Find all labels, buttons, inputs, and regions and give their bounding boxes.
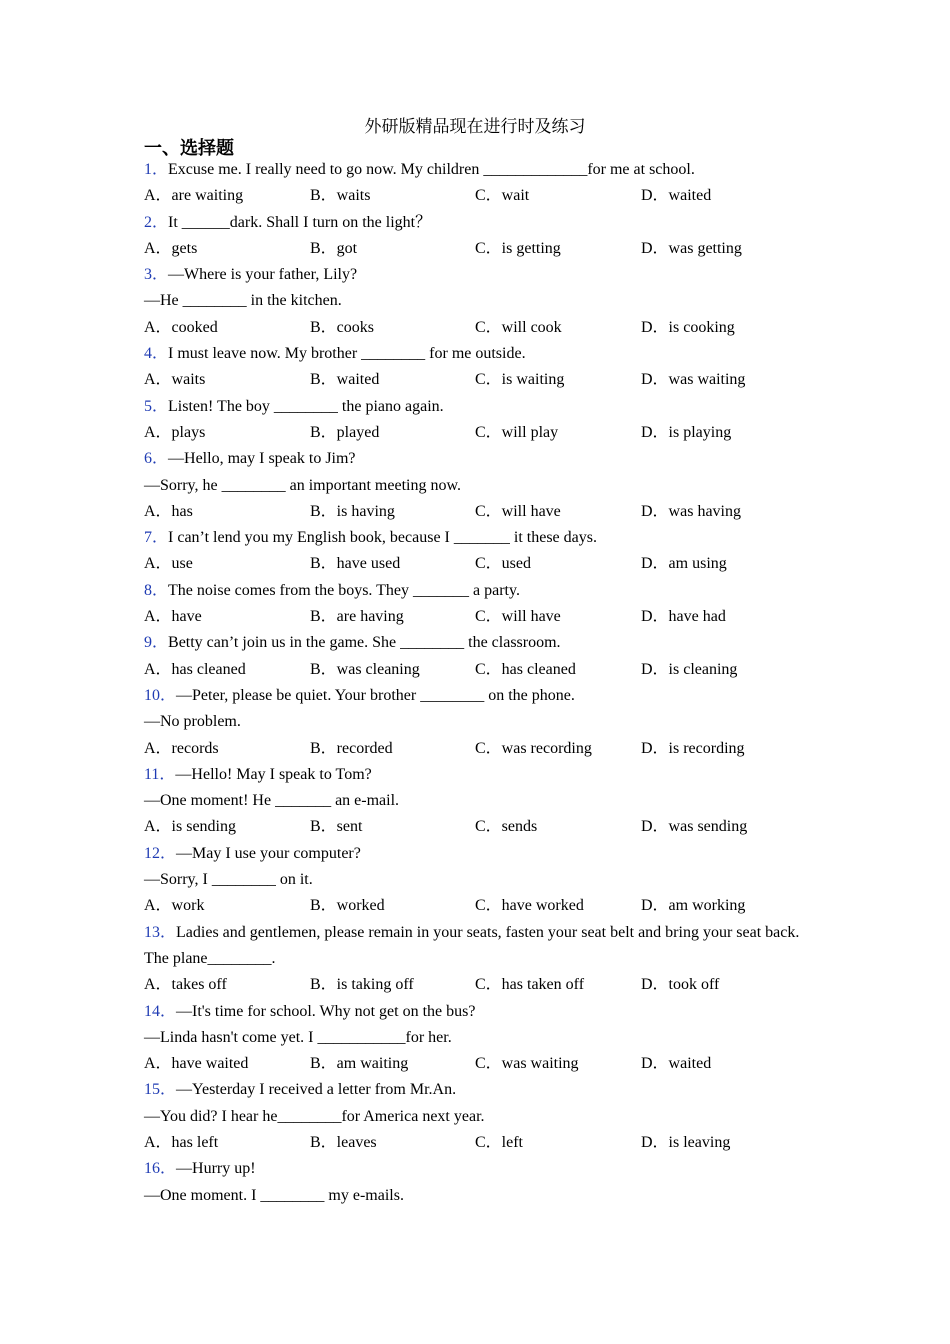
answer-option[interactable]: D．am using (641, 555, 727, 573)
answer-option[interactable]: D．took off (641, 976, 720, 994)
question-item (144, 1077, 804, 1156)
answer-option[interactable]: C．wait (475, 187, 530, 205)
question-text: —Yesterday I received a letter from Mr.An. (176, 1081, 457, 1099)
answer-option[interactable]: B．got (310, 239, 358, 257)
question-number: 7． (144, 529, 169, 547)
question-item (144, 210, 804, 263)
question-stem (144, 920, 804, 973)
answer-option[interactable]: A．has left (144, 1133, 219, 1151)
question-dialogue-line (144, 788, 804, 814)
answer-option[interactable]: C．will have (475, 502, 561, 520)
question-stem (144, 341, 804, 367)
question-dialogue-line (144, 473, 804, 499)
question-number: 9． (144, 634, 169, 652)
question-stem (144, 630, 804, 656)
answer-option[interactable]: B．am waiting (310, 1055, 409, 1073)
answer-option[interactable]: D．is playing (641, 423, 732, 441)
question-text: —One moment. I ________ my e-mails. (144, 1186, 404, 1204)
question-text: I must leave now. My brother ________ for me outside. (168, 345, 526, 363)
answer-options (144, 499, 804, 525)
answer-option[interactable]: C．used (475, 555, 532, 573)
question-text: It ______dark. Shall I turn on the light？ (168, 213, 432, 231)
answer-options (144, 551, 804, 577)
answer-option[interactable]: C．is getting (475, 239, 561, 257)
answer-option[interactable]: B．is taking off (310, 976, 414, 994)
question-number: 6． (144, 450, 169, 468)
question-item (144, 157, 804, 210)
answer-option[interactable]: C．sends (475, 818, 538, 836)
answer-option[interactable]: B．cooks (310, 318, 375, 336)
question-item (144, 683, 804, 762)
question-text: —One moment! He _______ an e-mail. (144, 792, 400, 810)
question-text: I can’t lend you my English book, because I _______ it these days. (168, 529, 597, 547)
answer-options (144, 315, 804, 341)
question-dialogue-line (144, 709, 804, 735)
question-dialogue-line (144, 1183, 804, 1209)
answer-options (144, 1051, 804, 1077)
answer-option[interactable]: A．work (144, 897, 205, 915)
question-text: Ladies and gentlemen, please remain in your seats, fasten your seat belt and bring your seat back. The plane________. (144, 923, 800, 967)
question-stem (144, 262, 804, 288)
answer-option[interactable]: A．is sending (144, 818, 237, 836)
answer-option[interactable]: D．am working (641, 897, 746, 915)
question-number: 14． (144, 1002, 177, 1020)
answer-option[interactable]: A．use (144, 555, 193, 573)
question-number: 11． (144, 765, 176, 783)
question-stem (144, 1077, 804, 1103)
answer-options (144, 736, 804, 762)
question-text: —Sorry, he ________ an important meeting now. (144, 476, 461, 494)
answer-option[interactable]: D．is cleaning (641, 660, 738, 678)
answer-option[interactable]: C．have worked (475, 897, 584, 915)
question-text: —It's time for school. Why not get on the bus? (176, 1002, 476, 1020)
answer-option[interactable]: A．records (144, 739, 219, 757)
answer-option[interactable]: B．worked (310, 897, 385, 915)
answer-options (144, 814, 804, 840)
question-text: —You did? I hear he________for America next year. (144, 1107, 485, 1125)
answer-option[interactable]: B．waits (310, 187, 371, 205)
question-number: 4． (144, 345, 169, 363)
answer-option[interactable]: A．gets (144, 239, 198, 257)
answer-options (144, 972, 804, 998)
question-number: 2． (144, 213, 169, 231)
answer-option[interactable]: C．was waiting (475, 1055, 579, 1073)
answer-option[interactable]: D．was waiting (641, 371, 746, 389)
question-text: Betty can’t join us in the game. She ________ the classroom. (168, 634, 561, 652)
question-number: 12． (144, 844, 177, 862)
question-item (144, 1156, 804, 1209)
question-text: —Hello! May I speak to Tom? (175, 765, 372, 783)
answer-options (144, 236, 804, 262)
answer-option[interactable]: B．was cleaning (310, 660, 420, 678)
question-stem (144, 841, 804, 867)
answer-option[interactable]: D．was sending (641, 818, 748, 836)
question-stem (144, 1156, 804, 1182)
answer-option[interactable]: A．plays (144, 423, 206, 441)
answer-option[interactable]: B．sent (310, 818, 363, 836)
question-number: 10． (144, 686, 177, 704)
question-number: 5． (144, 397, 169, 415)
answer-option[interactable]: B．waited (310, 371, 380, 389)
answer-option[interactable]: C．will have (475, 608, 561, 626)
question-stem (144, 157, 804, 183)
question-item (144, 762, 804, 841)
answer-options (144, 367, 804, 393)
question-text: —Sorry, I ________ on it. (144, 871, 313, 889)
answer-option[interactable]: A．has (144, 502, 193, 520)
question-stem (144, 210, 804, 236)
answer-option[interactable]: C．has cleaned (475, 660, 576, 678)
answer-option[interactable]: A．has cleaned (144, 660, 246, 678)
question-list (144, 157, 804, 1209)
question-stem (144, 446, 804, 472)
question-number: 15． (144, 1081, 177, 1099)
question-text: —May I use your computer? (176, 844, 361, 862)
question-text: —Peter, please be quiet. Your brother ________ on the phone. (176, 686, 575, 704)
question-item (144, 446, 804, 525)
question-number: 1． (144, 161, 169, 178)
question-number: 3． (144, 266, 169, 284)
answer-option[interactable]: C．was recording (475, 739, 592, 757)
section-heading: 一、选择题 (144, 138, 234, 159)
question-dialogue-line (144, 288, 804, 314)
question-dialogue-line (144, 1104, 804, 1130)
question-text: Excuse me. I really need to go now. My children _____________for me at school. (168, 161, 695, 178)
question-stem (144, 683, 804, 709)
question-item (144, 841, 804, 920)
answer-option[interactable]: D．is cooking (641, 318, 735, 336)
answer-option[interactable]: B．is having (310, 502, 395, 520)
question-number: 16． (144, 1160, 177, 1178)
answer-option[interactable]: A．are waiting (144, 187, 244, 205)
document-title: 外研版精品现在进行时及练习 (364, 117, 586, 137)
answer-option[interactable]: C．has taken off (475, 976, 585, 994)
answer-option[interactable]: A．cooked (144, 318, 218, 336)
answer-option[interactable]: A．have waited (144, 1055, 249, 1073)
question-text: —Where is your father, Lily? (168, 266, 358, 284)
question-text: —Hurry up! (176, 1160, 256, 1178)
question-item (144, 262, 804, 341)
question-item (144, 578, 804, 631)
question-item (144, 341, 804, 394)
question-stem (144, 578, 804, 604)
answer-option[interactable]: B．are having (310, 608, 404, 626)
question-text: —Linda hasn't come yet. I ___________for her. (144, 1028, 452, 1046)
answer-option[interactable]: C．left (475, 1133, 523, 1151)
answer-options (144, 1130, 804, 1156)
answer-option[interactable]: D．was getting (641, 239, 742, 257)
question-text: —Hello, may I speak to Jim? (168, 450, 356, 468)
answer-options (144, 420, 804, 446)
answer-option[interactable]: D．is recording (641, 739, 745, 757)
answer-option[interactable]: C．will play (475, 423, 559, 441)
answer-option[interactable]: D．was having (641, 502, 741, 520)
answer-option[interactable]: B．leaves (310, 1133, 377, 1151)
question-stem (144, 525, 804, 551)
answer-option[interactable]: D．have had (641, 608, 726, 626)
question-stem (144, 394, 804, 420)
answer-options (144, 893, 804, 919)
question-text: —No problem. (144, 713, 241, 731)
question-item (144, 920, 804, 999)
answer-option[interactable]: C．will cook (475, 318, 562, 336)
question-dialogue-line (144, 867, 804, 893)
answer-option[interactable]: D．is leaving (641, 1133, 731, 1151)
answer-option[interactable]: D．waited (641, 187, 712, 205)
question-item (144, 394, 804, 447)
question-number: 8． (144, 581, 169, 599)
question-dialogue-line (144, 1025, 804, 1051)
answer-option[interactable]: A．have (144, 608, 202, 626)
answer-option[interactable]: B．played (310, 423, 380, 441)
answer-option[interactable]: B．recorded (310, 739, 393, 757)
question-text: The noise comes from the boys. They _______ a party. (168, 581, 520, 599)
answer-option[interactable]: A．takes off (144, 976, 227, 994)
question-item (144, 525, 804, 578)
question-item (144, 999, 804, 1078)
question-text: Listen! The boy ________ the piano again. (168, 397, 444, 415)
question-stem (144, 762, 804, 788)
answer-option[interactable]: C．is waiting (475, 371, 565, 389)
question-number: 13． (144, 923, 177, 941)
answer-option[interactable]: B．have used (310, 555, 401, 573)
answer-option[interactable]: D．waited (641, 1055, 712, 1073)
answer-options (144, 657, 804, 683)
question-stem (144, 999, 804, 1025)
answer-options (144, 604, 804, 630)
answer-options (144, 183, 804, 209)
question-item (144, 630, 804, 683)
answer-option[interactable]: A．waits (144, 371, 206, 389)
question-text: —He ________ in the kitchen. (144, 292, 342, 310)
